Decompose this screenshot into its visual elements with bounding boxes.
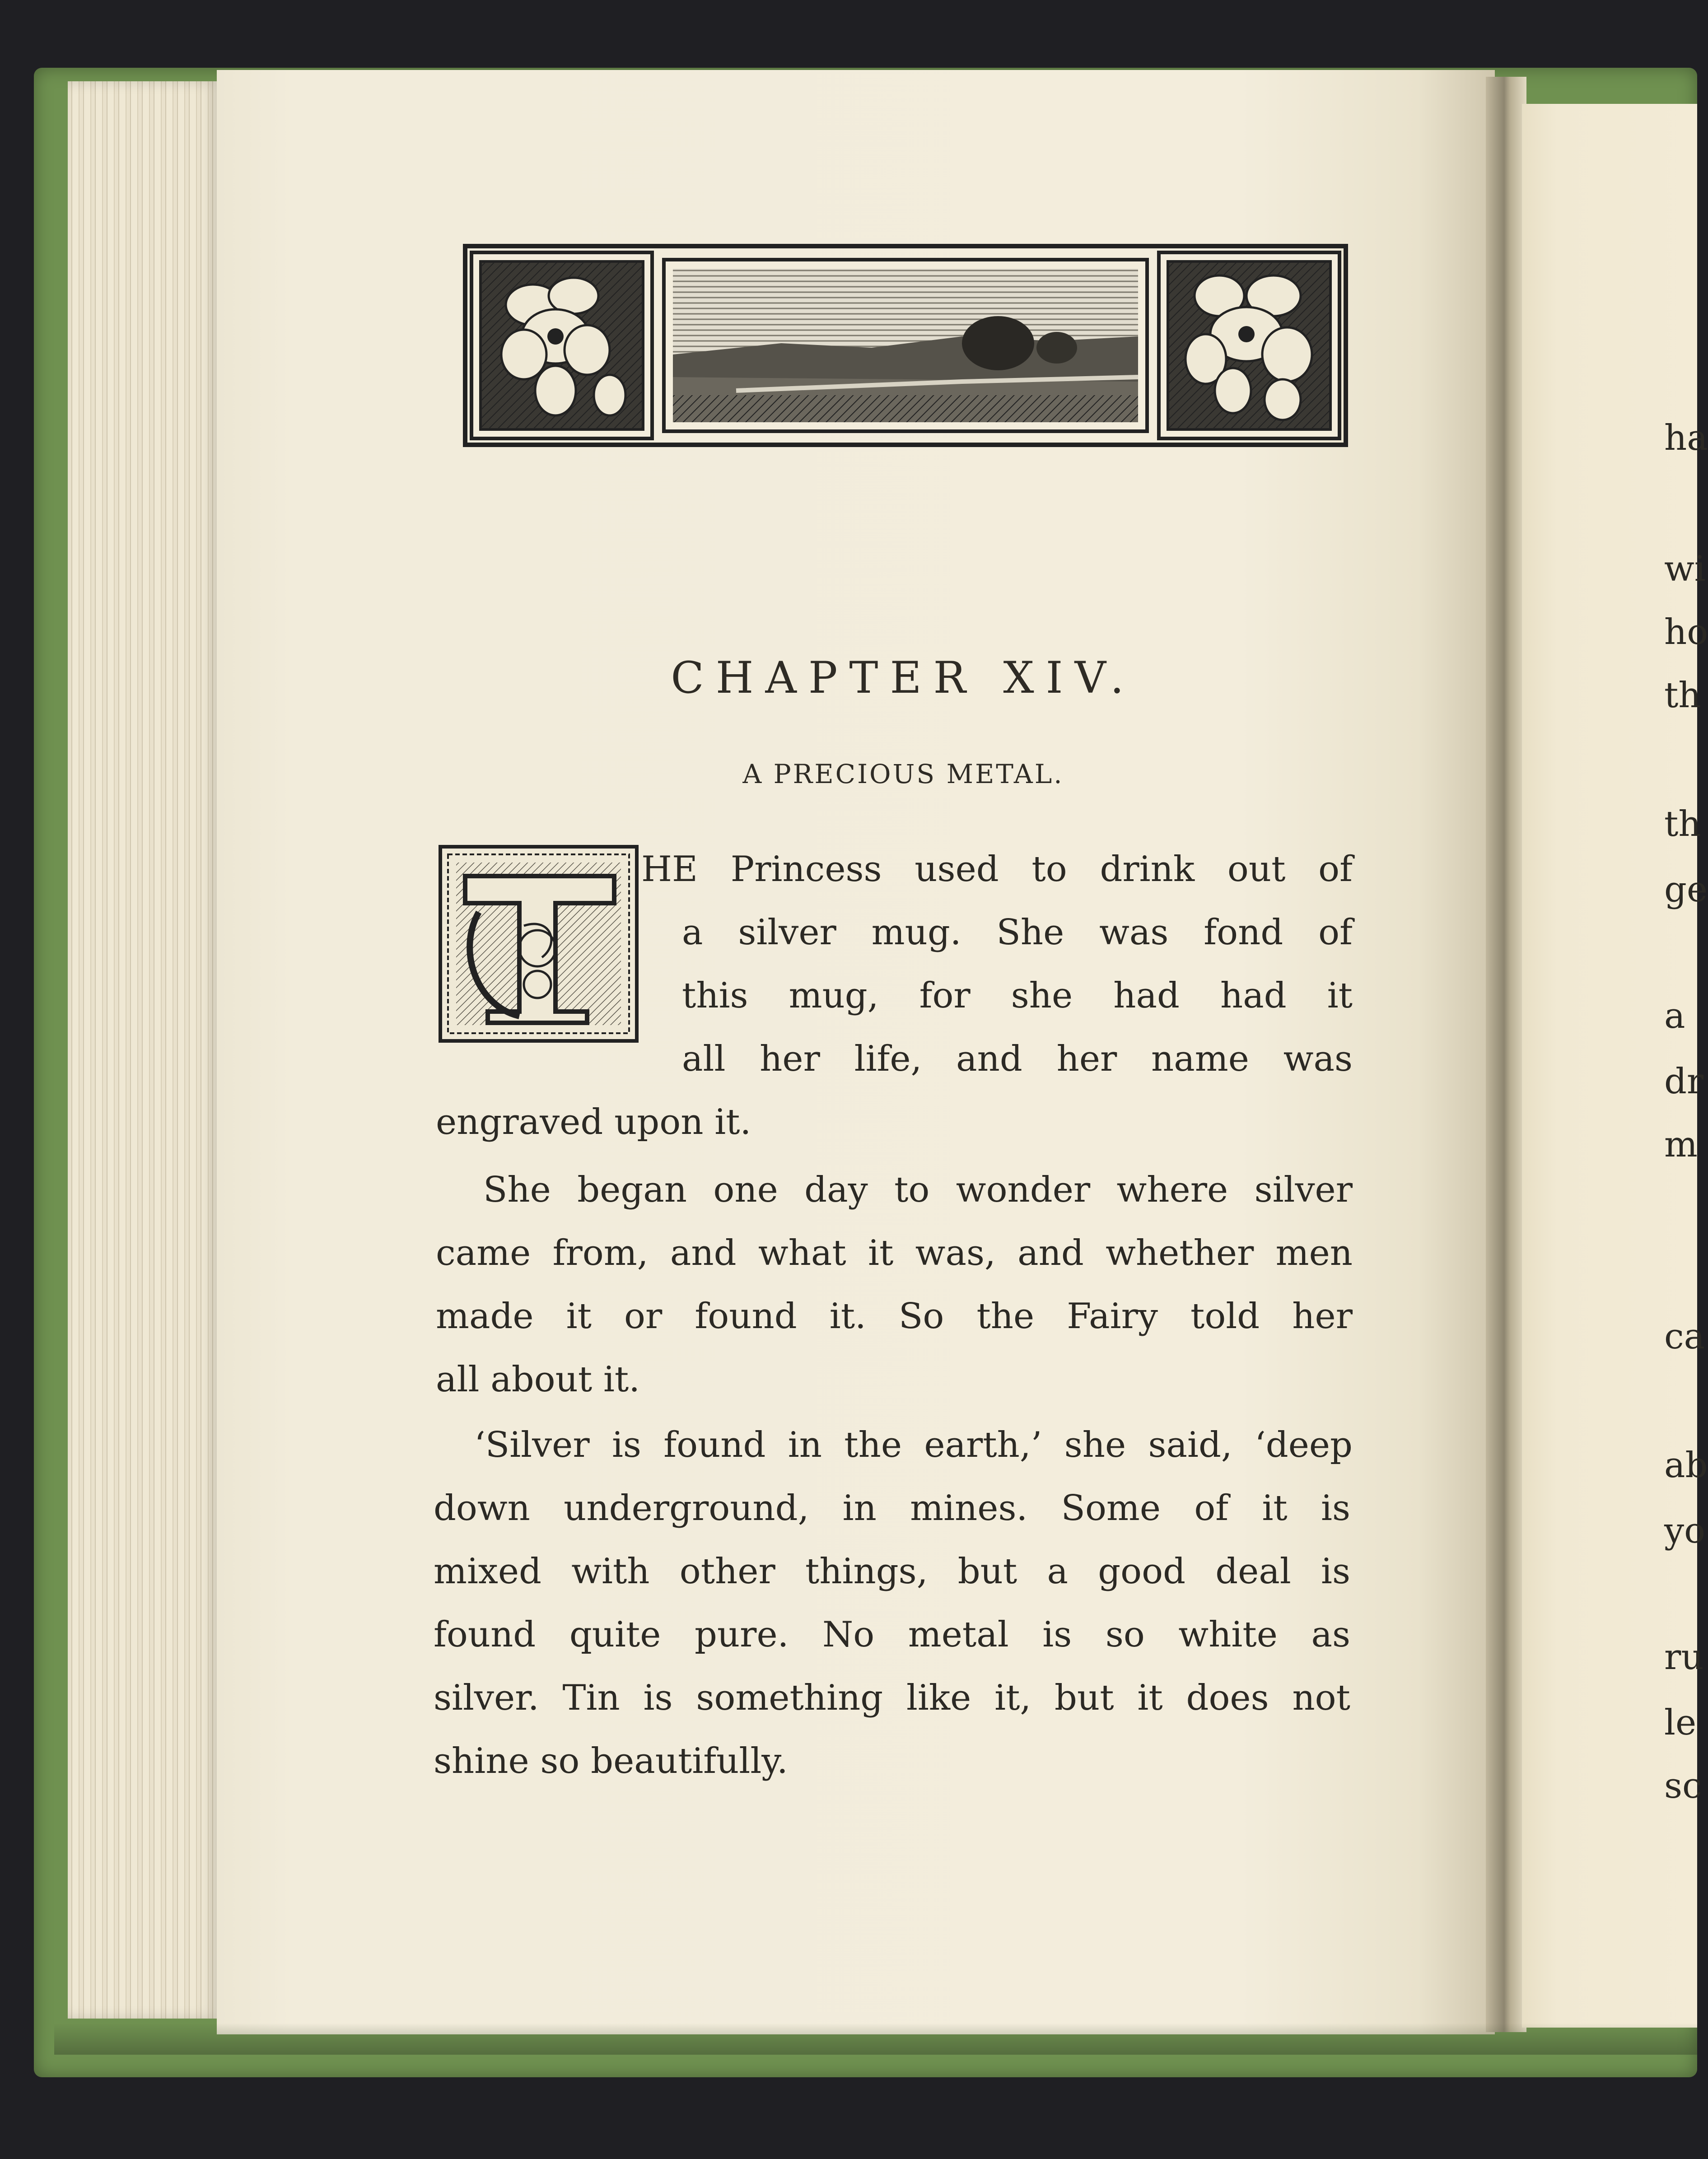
body-line: ‘Silver is found in the earth,’ she said, ‘deep: [474, 1425, 1353, 1465]
landscape-panel: [664, 260, 1147, 431]
vignette-illustration: [465, 246, 1346, 445]
right-page-fragment: ca: [1664, 1316, 1705, 1357]
right-page-fragment: wi: [1664, 549, 1706, 589]
body-line: engraved upon it.: [436, 1102, 751, 1142]
body-line: came from, and what it was, and whether men: [436, 1233, 1353, 1273]
body-line: found quite pure. No metal is so white as: [434, 1614, 1350, 1655]
body-line: shine so beautifully.: [434, 1741, 788, 1781]
right-flower-panel: [1159, 252, 1339, 438]
page-fore-edge: [68, 81, 221, 2019]
body-line: all her life, and her name was: [682, 1039, 1353, 1079]
right-page-fragment: ru: [1664, 1637, 1704, 1678]
body-line: silver. Tin is something like it, but it does not: [434, 1678, 1350, 1718]
right-page-fragment: yo: [1664, 1511, 1706, 1551]
body-line: made it or found it. So the Fairy told her: [436, 1296, 1353, 1337]
right-page-fragment: ab: [1664, 1445, 1708, 1486]
body-line: all about it.: [436, 1359, 640, 1400]
right-page-fragment: a: [1664, 996, 1685, 1036]
header-vignette: [465, 246, 1346, 445]
book-gutter: [1486, 77, 1526, 2032]
right-page-fragment: th: [1664, 804, 1701, 844]
right-page-fragment: dr: [1664, 1061, 1704, 1102]
body-line: down underground, in mines. Some of it is: [434, 1488, 1350, 1529]
body-line: a silver mug. She was fond of: [682, 912, 1353, 953]
chapter-title: CHAPTER XIV.: [671, 653, 1136, 703]
right-page-fragment: th: [1664, 675, 1701, 716]
drop-cap-t: [438, 844, 639, 1043]
ornamental-t-icon: [438, 844, 639, 1043]
body-line: HE Princess used to drink out of: [641, 849, 1353, 890]
right-page-fragment: sc: [1664, 1766, 1702, 1806]
body-line: this mug, for she had had it: [682, 975, 1353, 1016]
right-page-fragment: m: [1664, 1124, 1698, 1165]
body-line: mixed with other things, but a good deal is: [434, 1551, 1350, 1592]
body-line: She began one day to wonder where silver: [483, 1170, 1353, 1210]
right-page-fragment: ha: [1664, 418, 1708, 458]
right-page-fragment: le: [1664, 1702, 1697, 1743]
right-page-fragment: ge: [1664, 869, 1708, 910]
chapter-subtitle: A PRECIOUS METAL.: [742, 759, 1064, 789]
right-page-fragment: ho: [1664, 612, 1708, 653]
left-flower-panel: [471, 252, 652, 438]
cover-bottom-edge: [54, 2023, 1697, 2055]
